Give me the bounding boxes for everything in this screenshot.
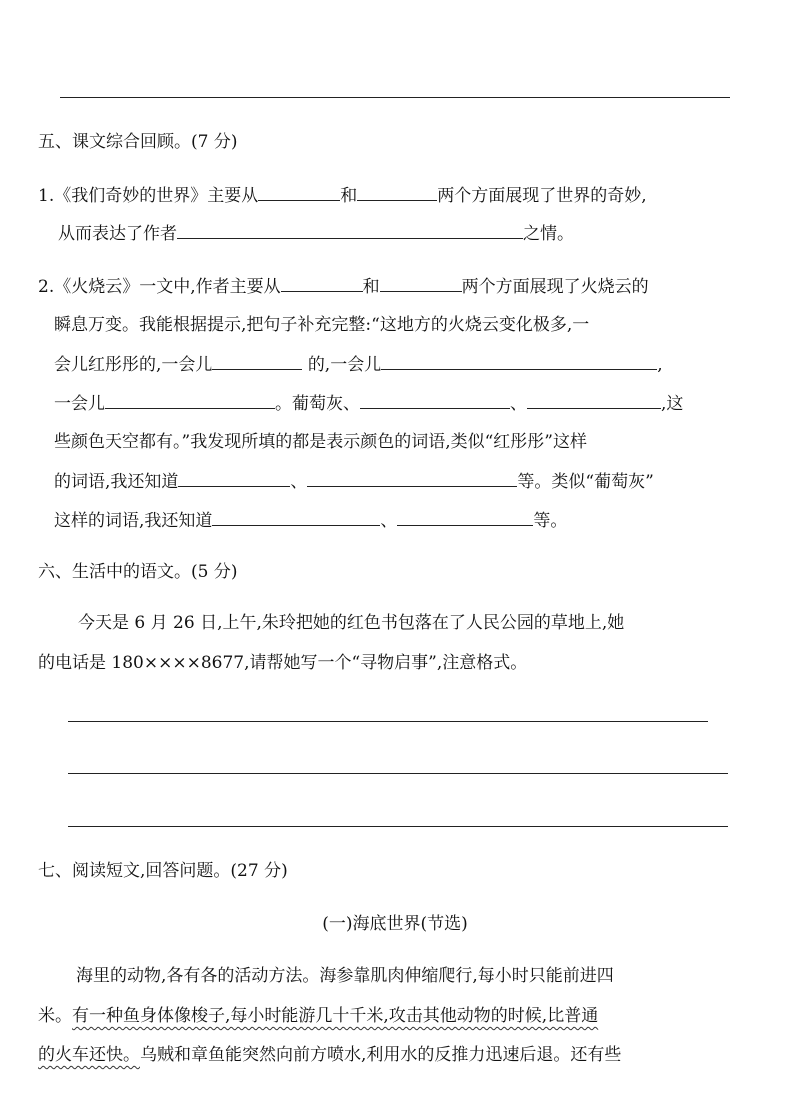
q2-line5: 些颜色天空都有。”我发现所填的都是表示颜色的词语,类似“红彤彤”这样 <box>54 432 587 452</box>
answer-blank[interactable] <box>281 275 363 292</box>
passage-line3: 的火车还快。乌贼和章鱼能突然向前方喷水,利用水的反推力迅速后退。还有些 <box>38 1045 622 1065</box>
answer-blank[interactable] <box>381 353 657 370</box>
section6-paragraph-line2: 的电话是 180××××8677,请帮她写一个“寻物启事”,注意格式。 <box>38 653 528 673</box>
q2-line3: 会儿红彤彤的,一会儿 的,一会儿 , <box>54 355 663 375</box>
passage-title: (一)海底世界(节选) <box>322 914 468 934</box>
q1-line1: 1.《我们奇妙的世界》主要从 和 两个方面展现了世界的奇妙, <box>38 186 647 206</box>
q2-line7: 这样的词语,我还知道 、 等。 <box>54 511 568 531</box>
answer-blank[interactable] <box>105 392 275 409</box>
writing-line[interactable] <box>68 721 708 722</box>
section6-paragraph-line1: 今天是 6 月 26 日,上午,朱玲把她的红色书包落在了人民公园的草地上,她 <box>78 613 625 633</box>
answer-blank[interactable] <box>527 392 661 409</box>
answer-blank[interactable] <box>307 470 517 487</box>
answer-blank[interactable] <box>177 222 523 239</box>
answer-blank[interactable] <box>397 509 533 526</box>
writing-line[interactable] <box>68 826 728 827</box>
q2-line4: 一会儿 。葡萄灰、 、 ,这 <box>54 394 684 414</box>
section6-heading: 六、生活中的语文。(5 分) <box>38 562 238 582</box>
answer-blank[interactable] <box>212 509 380 526</box>
top-rule <box>60 97 730 98</box>
answer-blank[interactable] <box>380 275 462 292</box>
writing-line[interactable] <box>68 773 728 774</box>
answer-blank[interactable] <box>258 184 340 201</box>
answer-blank[interactable] <box>357 184 437 201</box>
q2-line1: 2.《火烧云》一文中,作者主要从 和 两个方面展现了火烧云的 <box>38 277 649 297</box>
q2-line2: 瞬息万变。我能根据提示,把句子补充完整:“这地方的火烧云变化极多,一 <box>54 315 590 335</box>
passage-line1: 海里的动物,各有各的活动方法。海参靠肌肉伸缩爬行,每小时只能前进四 <box>76 966 614 986</box>
q2-line6: 的词语,我还知道 、 等。类似“葡萄灰” <box>54 472 654 492</box>
section5-heading: 五、课文综合回顾。(7 分) <box>38 132 238 152</box>
answer-blank[interactable] <box>212 353 302 370</box>
wavy-underlined-sentence-end: 的火车还快。 <box>38 1045 140 1065</box>
answer-blank[interactable] <box>178 470 290 487</box>
answer-blank[interactable] <box>360 392 510 409</box>
q1-line2: 从而表达了作者 之情。 <box>58 224 574 244</box>
passage-line2: 米。有一种鱼身体像梭子,每小时能游几十千米,攻击其他动物的时候,比普通 <box>38 1006 599 1026</box>
wavy-underlined-sentence: 有一种鱼身体像梭子,每小时能游几十千米,攻击其他动物的时候,比普通 <box>72 1006 599 1026</box>
section7-heading: 七、阅读短文,回答问题。(27 分) <box>38 861 288 881</box>
